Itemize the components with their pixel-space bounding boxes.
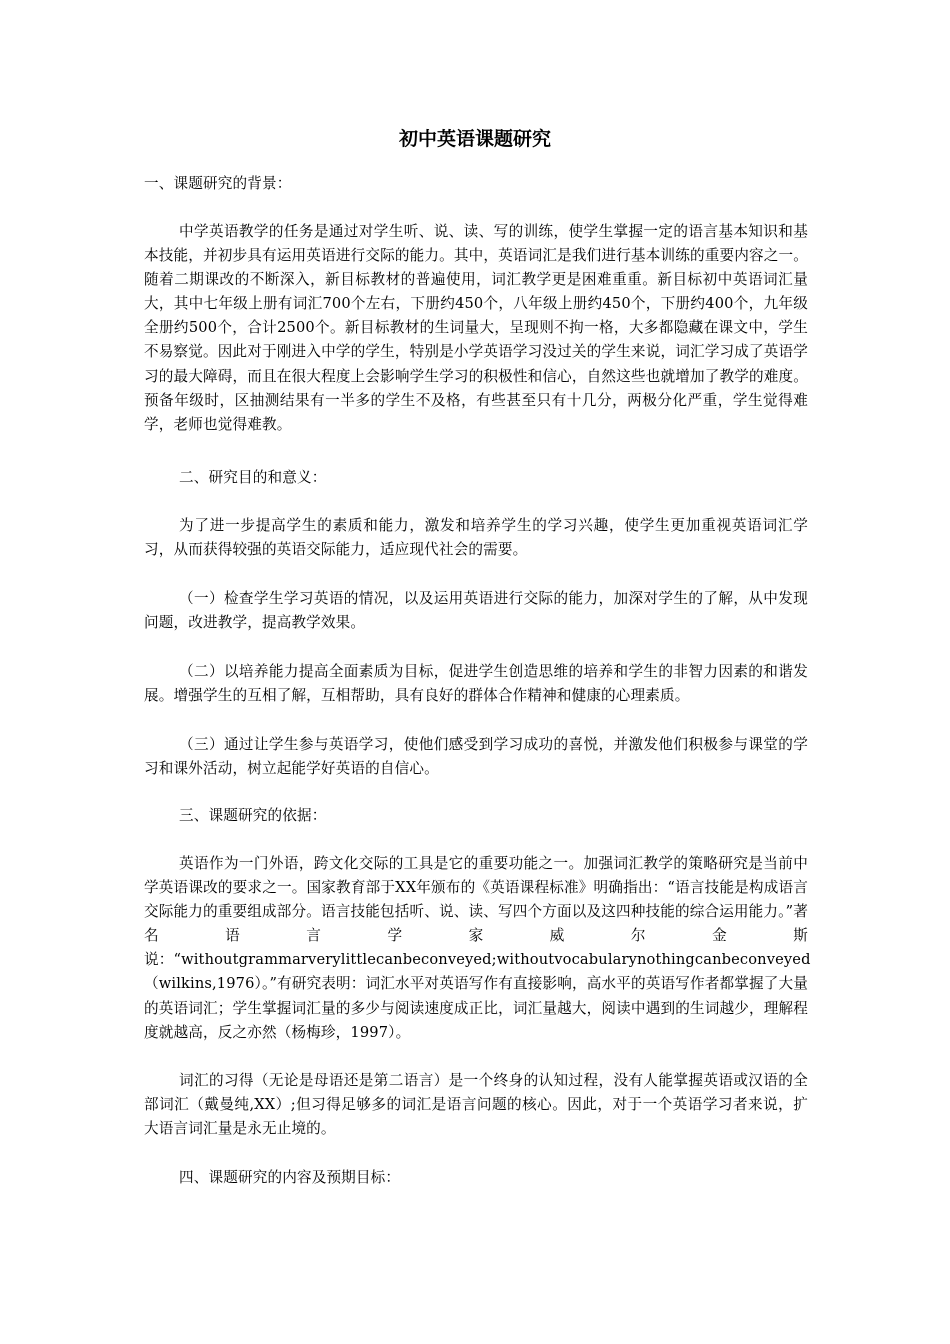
paragraph-basis-main: 英语作为一门外语，跨文化交际的工具是它的重要功能之一。加强词汇教学的策略研究是当前中学英语课改的要求之一。国家教育部于XX年颁布的《英语课程标准》明确指出：“语言技能是构成语言交际能力的重要组成部分。语言技能包括听、说、读、写四个方面以及这四种技能的综合运用能力。”著名语言学家威尔金斯说：“withoutgrammarverylittlecanbeconveyed;withoutvocabularynothingcanbeconveyed（wilkins,1976）。”有研究表明：词汇水平对英语写作有直接影响，高水平的英语写作者都掌握了大量的英语词汇；学生掌握词汇量的多少与阅读速度成正比，词汇量越大，阅读中遇到的生词越少，理解程度就越高，反之亦然（杨梅珍，1997）。 — [144, 855, 811, 1041]
section-heading-content: 四、课题研究的内容及预期目标： — [179, 1169, 401, 1186]
paragraph-purpose-point-3: （三）通过让学生参与英语学习，使他们感受到学习成功的喜悦，并激发他们积极参与课堂的学习和课外活动，树立起能学好英语的自信心。 — [144, 736, 808, 778]
document-title: 初中英语课题研究 — [398, 128, 551, 150]
section-heading-purpose: 二、研究目的和意义： — [179, 469, 327, 486]
paragraph-basis-vocabulary: 词汇的习得（无论是母语还是第二语言）是一个终身的认知过程，没有人能掌握英语或汉语的全部词汇（戴曼纯,XX）;但习得足够多的词汇是语言问题的核心。因此，对于一个英语学习者来说，扩大语言词汇量是永无止境的。 — [144, 1072, 808, 1138]
paragraph-purpose-point-2: （二）以培养能力提高全面素质为目标，促进学生创造思维的培养和学生的非智力因素的和谐发展。增强学生的互相了解，互相帮助，具有良好的群体合作精神和健康的心理素质。 — [144, 663, 808, 705]
paragraph-purpose-point-1: （一）检查学生学习英语的情况，以及运用英语进行交际的能力，加深对学生的了解，从中发现问题，改进教学，提高教学效果。 — [144, 590, 808, 632]
paragraph-background: 中学英语教学的任务是通过对学生听、说、读、写的训练，使学生掌握一定的语言基本知识和基本技能，并初步具有运用英语进行交际的能力。其中，英语词汇是我们进行基本训练的重要内容之一。随着二期课改的不断深入，新目标教材的普遍使用，词汇教学更是困难重重。新目标初中英语词汇量大，其中七年级上册有词汇700个左右，下册约450个，八年级上册约450个，下册约400个，九年级全册约500个，合计2500个。新目标教材的生词量大，呈现则不拘一格，大多都隐藏在课文中，学生不易察觉。因此对于刚进入中学的学生，特别是小学英语学习没过关的学生来说，词汇学习成了英语学习的最大障碍，而且在很大程度上会影响学生学习的积极性和信心，自然这些也就增加了教学的难度。预备年级时，区抽测结果有一半多的学生不及格，有些甚至只有十几分，两极分化严重，学生觉得难学，老师也觉得难教。 — [144, 223, 808, 433]
paragraph-purpose-intro: 为了进一步提高学生的素质和能力，激发和培养学生的学习兴趣，使学生更加重视英语词汇学习，从而获得较强的英语交际能力，适应现代社会的需要。 — [144, 517, 808, 559]
section-heading-basis: 三、课题研究的依据： — [179, 807, 327, 824]
section-heading-background: 一、课题研究的背景： — [144, 175, 292, 192]
